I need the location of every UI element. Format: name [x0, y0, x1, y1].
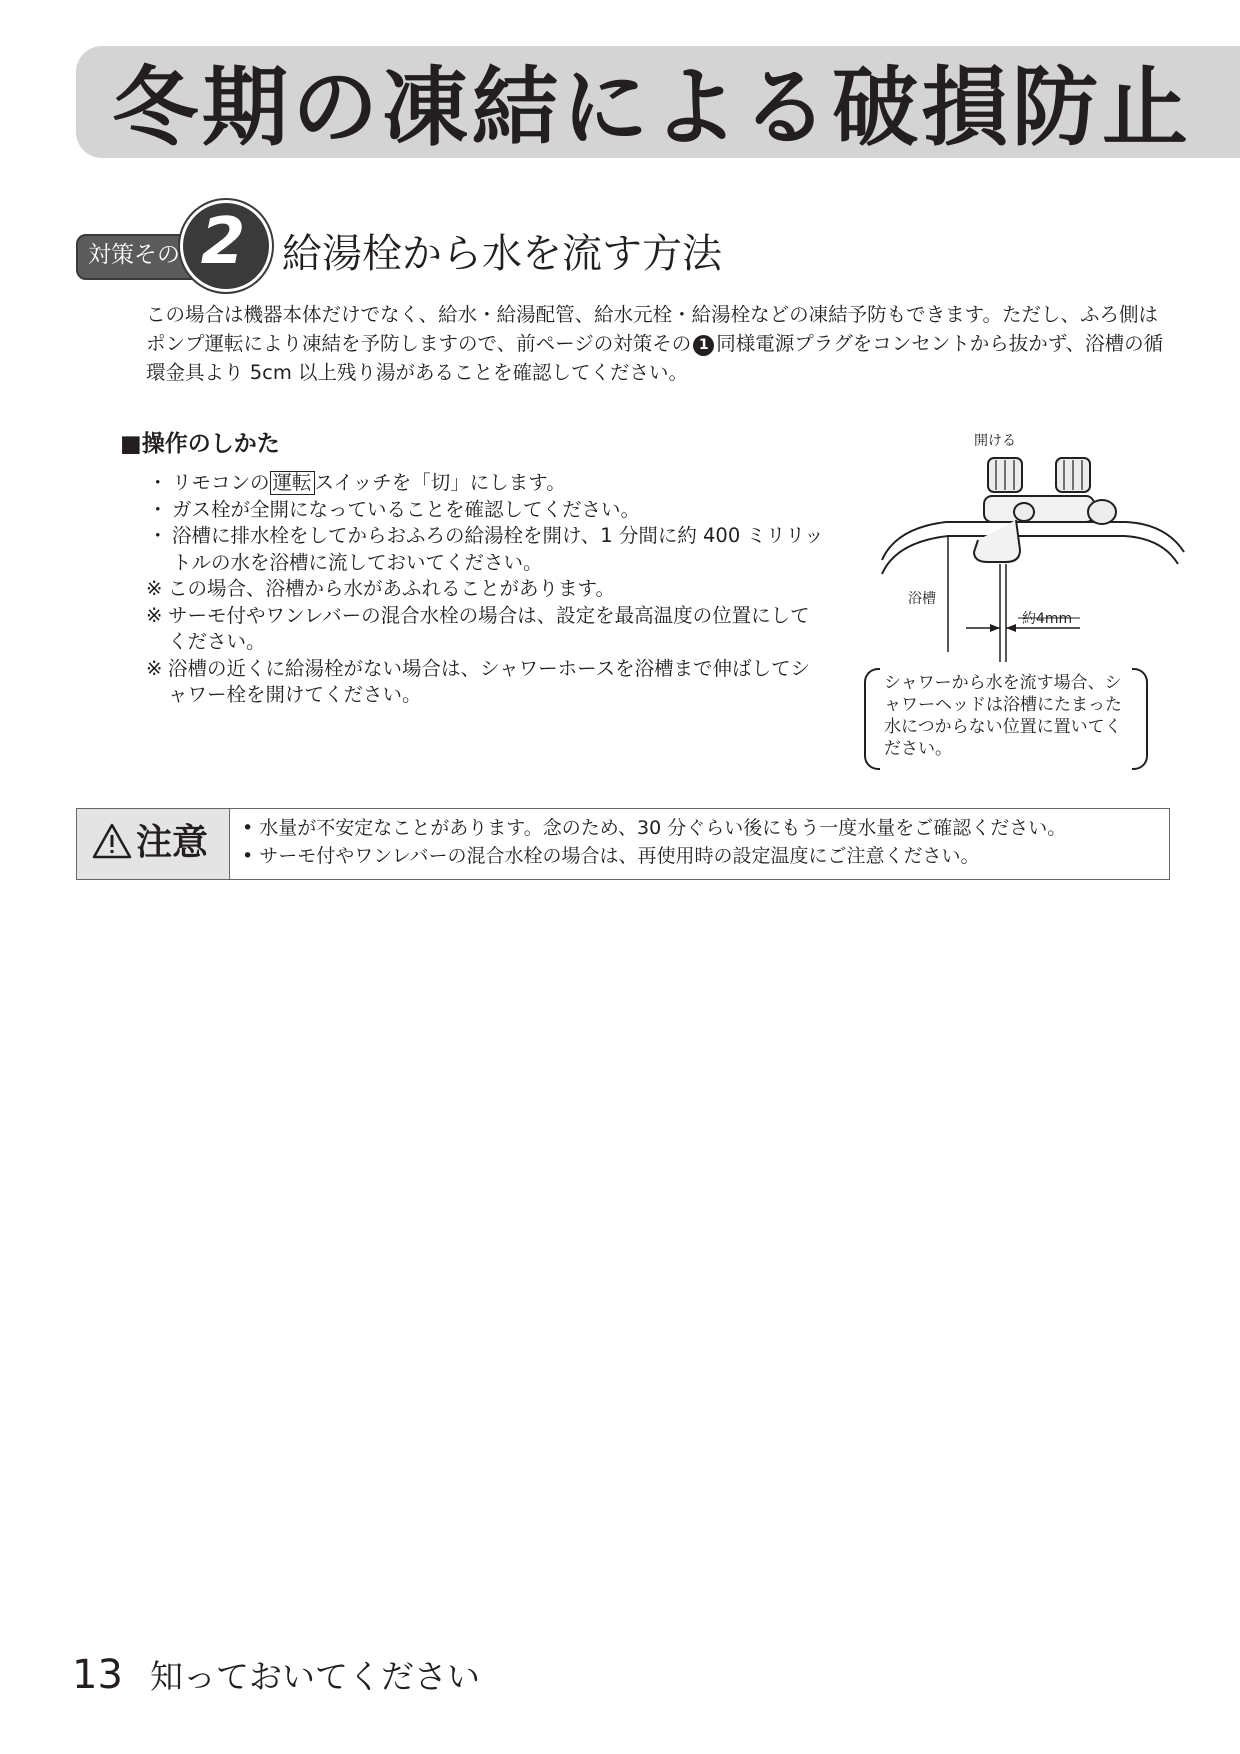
operation-heading-text: 操作のしかた: [141, 431, 280, 457]
open-label: 開ける: [974, 433, 1016, 449]
note-3-text: 浴槽の近くに給湯栓がない場合は、シャワーホースを浴槽まで伸ばしてシャワー栓を開けてください。: [168, 656, 811, 706]
intro-text-1: この場合は機器本体だけでなく、給水・給湯配管、給水元栓・給湯栓などの凍結予防もできます。ただし、ふろ側はポンプ運転により凍結を予防しますので、前ページの対策その: [146, 303, 1159, 355]
step-1-text-b: スイッチを「切」にします。: [314, 471, 566, 494]
flow-width-label: 約4mm: [1022, 611, 1073, 627]
tub-label: 浴槽: [908, 591, 936, 607]
step-1-text-a: リモコンの: [172, 471, 270, 494]
caution-label: 注意: [136, 822, 209, 863]
intro-paragraph: [146, 300, 1176, 387]
note-mark: ※: [146, 656, 163, 680]
operation-steps: [148, 470, 828, 709]
remote-run-key: 運転: [270, 471, 315, 495]
caution-bullet: •: [242, 817, 254, 839]
step-2-text: ガス栓が全開になっていることを確認してください。: [172, 497, 641, 521]
measure-number: 2: [200, 205, 246, 279]
caution-item: [242, 814, 1162, 842]
note-3: [146, 656, 828, 709]
caution-item-1-text: 水量が不安定なことがあります。念のため、30 分ぐらい後にもう一度水量をご確認ください。: [259, 817, 1067, 839]
page-number: 13: [72, 1652, 123, 1698]
operation-heading: [120, 428, 280, 460]
circled-number-1: 1: [693, 335, 714, 356]
note-2-text: サーモ付やワンレバーの混合水栓の場合は、設定を最高温度の位置にしてください。: [168, 603, 810, 653]
caution-item-2-text: サーモ付やワンレバーの混合水栓の場合は、再使用時の設定温度にご注意ください。: [259, 845, 980, 867]
note-2: [146, 603, 828, 656]
callout-bracket-left: [864, 668, 880, 770]
step-bullet: ・: [148, 471, 168, 494]
step-1: [148, 470, 828, 497]
measure-tag-label: 対策その: [88, 242, 180, 268]
note-1: [146, 576, 828, 603]
warning-triangle-icon: [92, 823, 132, 859]
intro-text-2: 同様電源プラグをコンセントから抜かず、浴槽の循環金具より 5cm 以上残り湯があることを確認してください。: [146, 332, 1164, 384]
section-title: 給湯栓から水を流す方法: [282, 231, 722, 277]
shower-callout: シャワーから水を流す場合、シャワーヘッドは浴槽にたまった水につからない位置に置いてください。: [884, 673, 1122, 759]
note-1-text: この場合、浴槽から水があふれることがあります。: [168, 577, 615, 600]
caution-list: [242, 814, 1162, 870]
caution-item: [242, 842, 1162, 870]
step-bullet: ・: [148, 524, 168, 547]
page-title: 冬期の凍結による破損防止: [112, 58, 1192, 158]
note-mark: ※: [146, 577, 163, 600]
step-3-text: 浴槽に排水栓をしてからおふろの給湯栓を開け、1 分間に約 400 ミリリットルの水を浴槽に流しておいてください。: [172, 524, 824, 574]
note-mark: ※: [146, 603, 163, 627]
step-3: [148, 523, 828, 576]
caution-bullet: •: [242, 845, 254, 867]
square-bullet: ■: [120, 431, 142, 457]
callout-bracket-right: [1132, 668, 1148, 770]
step-2: [148, 497, 828, 524]
step-bullet: ・: [148, 497, 168, 521]
footer-section-name: 知っておいてください: [150, 1657, 480, 1696]
